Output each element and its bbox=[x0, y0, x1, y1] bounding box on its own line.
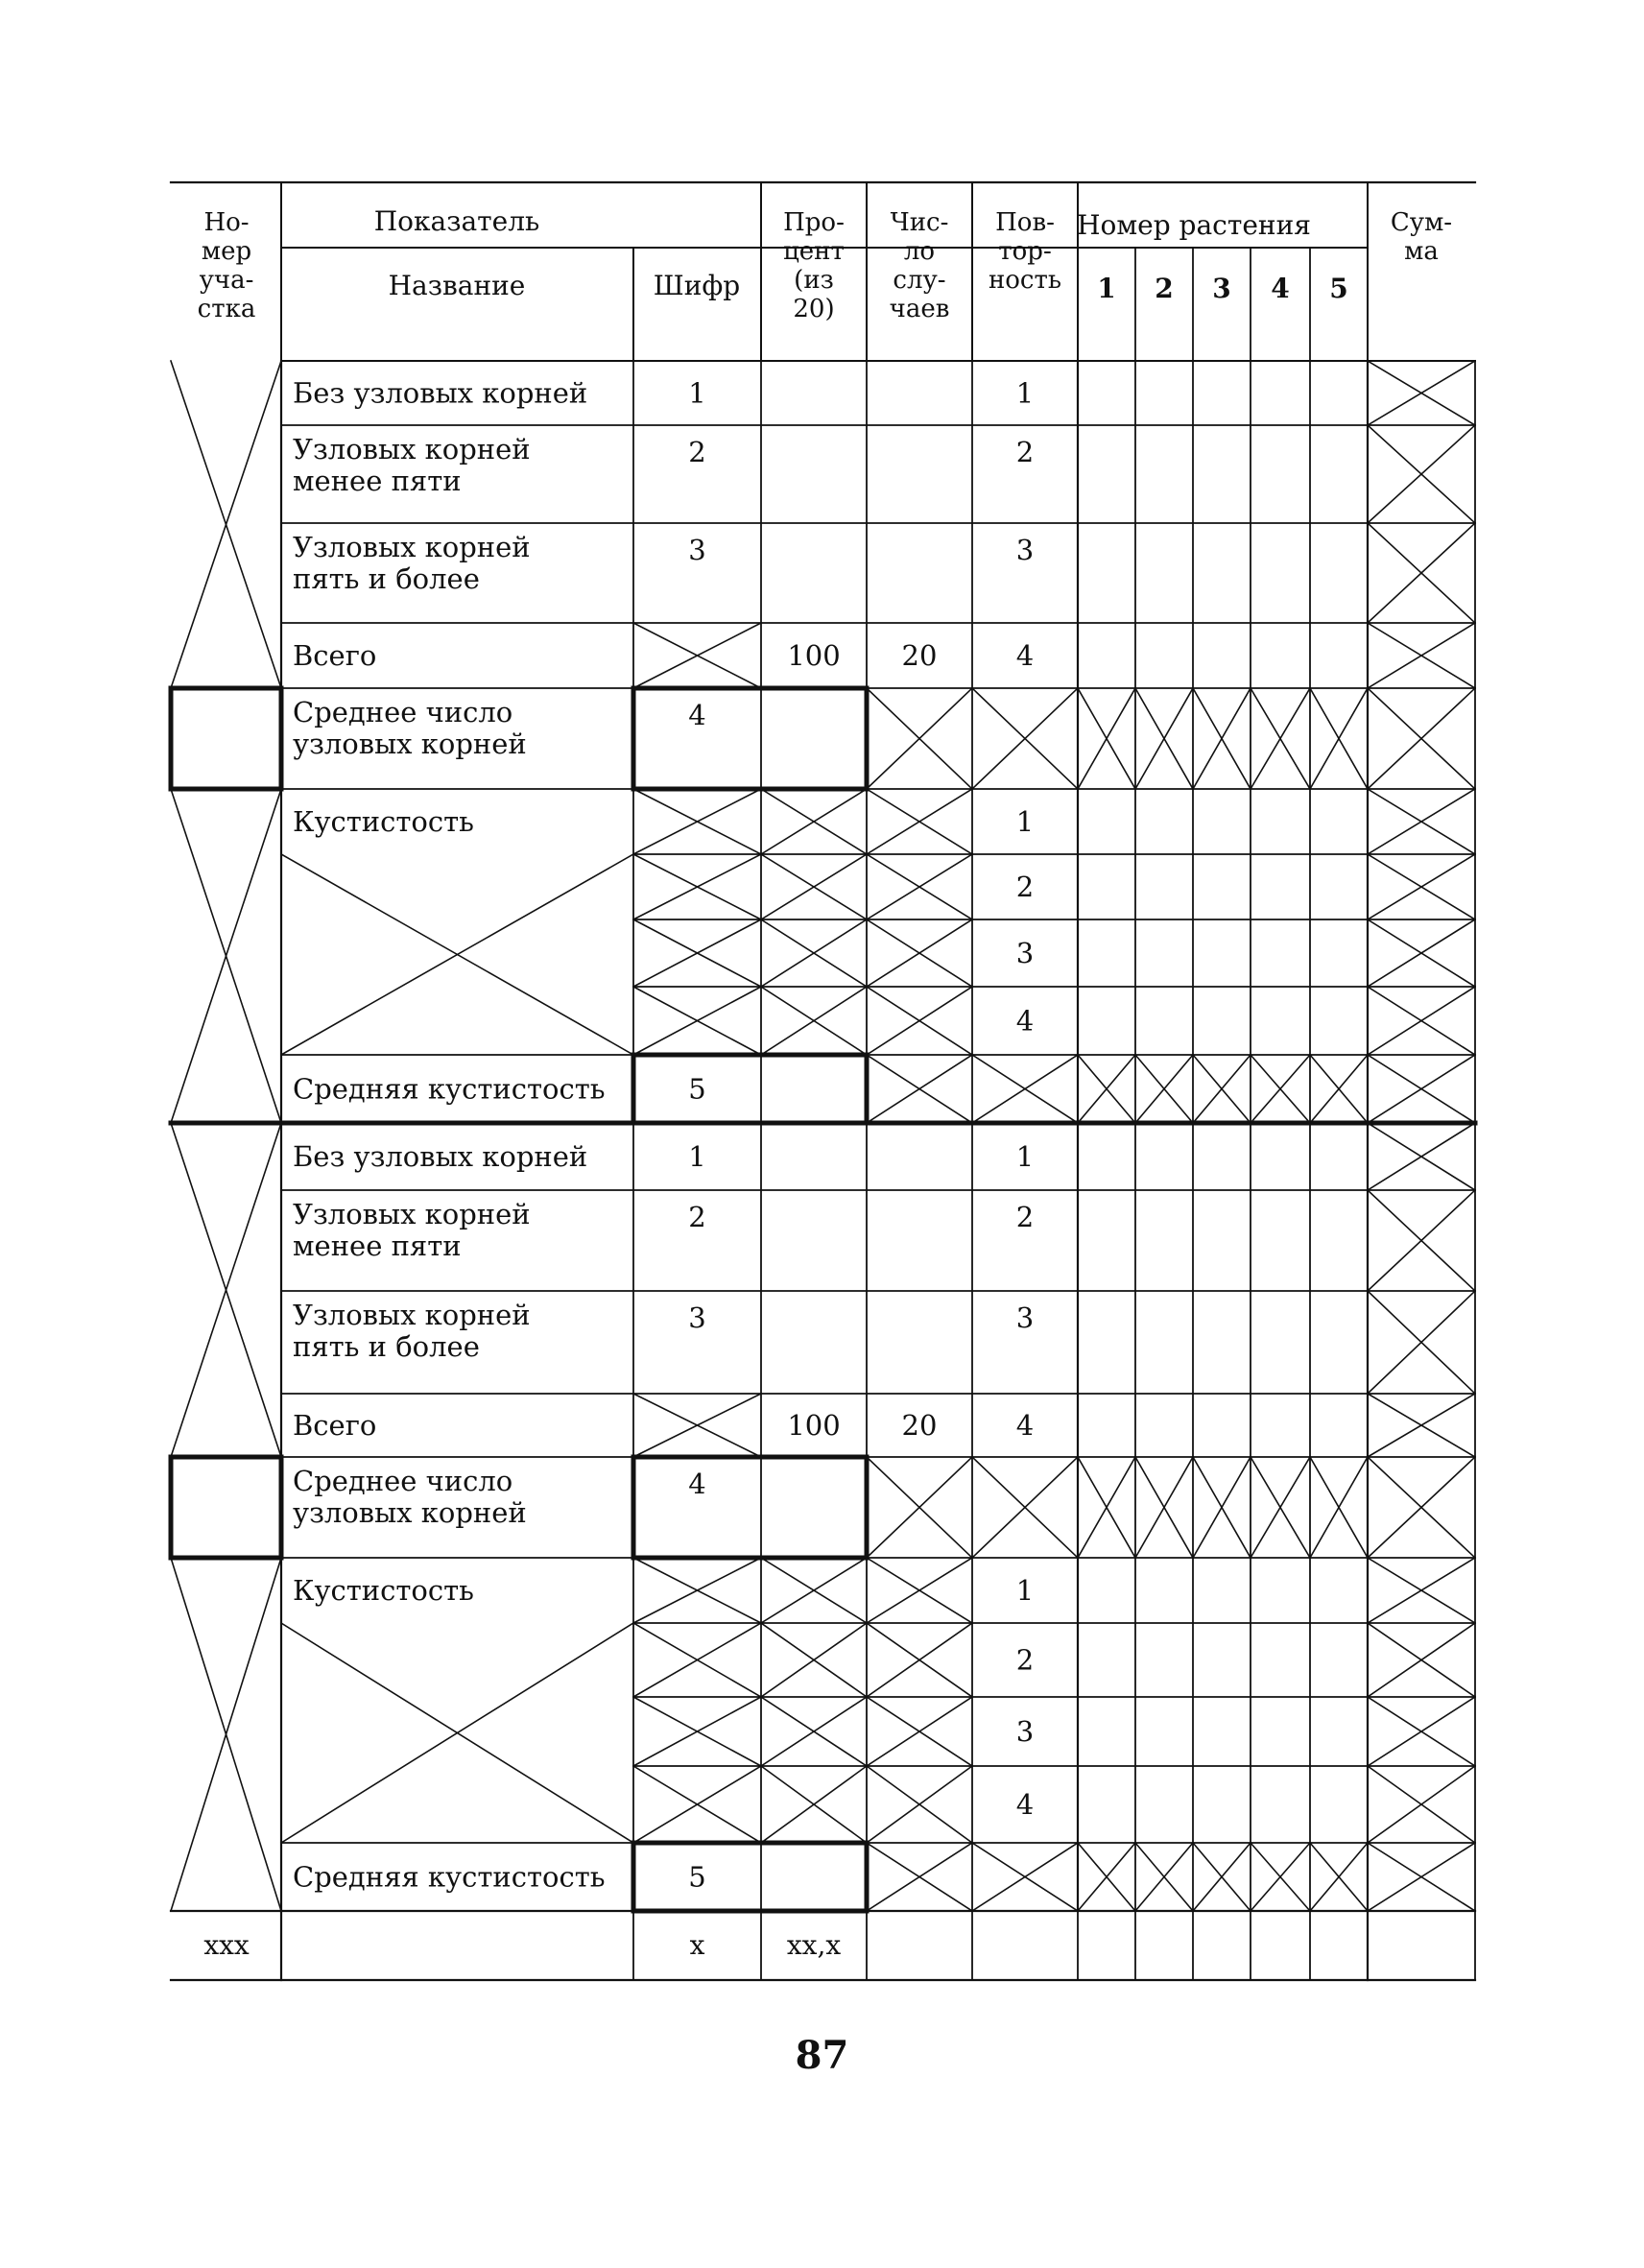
header-repeat: ность bbox=[988, 266, 1062, 295]
plot-number-cell-box bbox=[171, 1457, 281, 1558]
header-cases: Чис- bbox=[890, 208, 949, 237]
footer-code: х bbox=[689, 1929, 705, 1961]
row-code: 2 bbox=[688, 436, 706, 468]
row-name: Всего bbox=[293, 639, 377, 672]
row-repeat: 2 bbox=[1015, 436, 1035, 468]
plot-number-cell-box bbox=[171, 688, 281, 789]
footer-plot: ххх bbox=[203, 1929, 250, 1961]
row-name: пять и более bbox=[293, 1330, 480, 1363]
row-code: 2 bbox=[688, 1201, 706, 1233]
row-repeat: 1 bbox=[1015, 1574, 1035, 1607]
row-name: Узловых корней bbox=[293, 1198, 531, 1230]
row-repeat: 2 bbox=[1015, 871, 1035, 903]
row-name: узловых корней bbox=[293, 1496, 527, 1529]
header-sum: ма bbox=[1404, 237, 1439, 266]
row-repeat: 1 bbox=[1015, 805, 1035, 838]
row-name: менее пяти bbox=[293, 465, 462, 497]
row-name: менее пяти bbox=[293, 1229, 462, 1262]
row-repeat: 4 bbox=[1015, 639, 1035, 672]
header-cases: ло bbox=[903, 237, 936, 266]
row-repeat: 3 bbox=[1015, 1715, 1035, 1748]
header-percent: Про- bbox=[783, 208, 845, 237]
header-sum: Сум- bbox=[1390, 208, 1453, 237]
header-cases: слу- bbox=[893, 266, 946, 295]
row-name: Без узловых корней bbox=[293, 1140, 588, 1173]
header-plant-number-3: 3 bbox=[1212, 273, 1231, 304]
row-percent: 100 bbox=[787, 1409, 841, 1442]
header-plot-number: мер bbox=[201, 237, 252, 266]
row-repeat: 2 bbox=[1015, 1201, 1035, 1233]
row-cases: 20 bbox=[901, 639, 938, 672]
row-repeat: 2 bbox=[1015, 1643, 1035, 1677]
row-repeat: 1 bbox=[1015, 376, 1035, 410]
average-value-box bbox=[633, 1055, 867, 1123]
row-repeat: 4 bbox=[1015, 1004, 1035, 1038]
row-repeat: 4 bbox=[1015, 1788, 1035, 1821]
row-cases: 20 bbox=[901, 1409, 938, 1442]
row-code: 4 bbox=[688, 699, 706, 731]
header-plot-number: Но- bbox=[203, 208, 250, 237]
page-number: 87 bbox=[795, 2033, 849, 2078]
header-plant-number-2: 2 bbox=[1155, 273, 1174, 304]
row-code: 5 bbox=[688, 1072, 706, 1106]
row-name: Кустистость bbox=[293, 805, 474, 838]
row-name: Кустистость bbox=[293, 1574, 474, 1607]
header-percent: (из bbox=[794, 266, 834, 295]
row-name: Узловых корней bbox=[293, 531, 531, 563]
header-repeat: Пов- bbox=[995, 208, 1055, 237]
row-percent: 100 bbox=[787, 639, 841, 672]
row-repeat: 1 bbox=[1015, 1140, 1035, 1173]
row-name: пять и более bbox=[293, 562, 480, 595]
header-name: Название bbox=[388, 270, 526, 301]
header-plant-number-group: Номер растения bbox=[1077, 209, 1311, 241]
row-name: узловых корней bbox=[293, 728, 527, 760]
row-code: 5 bbox=[688, 1860, 706, 1894]
footer-percent: хх,х bbox=[786, 1929, 842, 1961]
header-code: Шифр bbox=[653, 270, 741, 301]
row-name: Узловых корней bbox=[293, 433, 531, 466]
row-code: 3 bbox=[688, 534, 706, 566]
row-code: 3 bbox=[688, 1301, 706, 1334]
row-name: Всего bbox=[293, 1409, 377, 1442]
header-plant-number-4: 4 bbox=[1271, 273, 1290, 304]
row-repeat: 4 bbox=[1015, 1409, 1035, 1442]
header-cases: чаев bbox=[889, 295, 950, 323]
row-code: 1 bbox=[688, 376, 706, 410]
row-repeat: 3 bbox=[1015, 534, 1035, 566]
row-name: Среднее число bbox=[293, 1465, 513, 1497]
header-indicator-group: Показатель bbox=[373, 205, 540, 237]
header-plot-number: уча- bbox=[199, 266, 254, 295]
header-repeat: тор- bbox=[998, 237, 1052, 266]
row-name: Среднее число bbox=[293, 696, 513, 728]
row-code: 1 bbox=[688, 1140, 706, 1173]
header-plant-number-1: 1 bbox=[1097, 273, 1116, 304]
row-name: Средняя кустистость bbox=[293, 1860, 606, 1894]
row-name: Средняя кустистость bbox=[293, 1072, 606, 1106]
header-percent: цент bbox=[783, 237, 845, 266]
average-value-box bbox=[633, 688, 867, 789]
row-name: Узловых корней bbox=[293, 1299, 531, 1331]
header-plot-number: стка bbox=[197, 295, 256, 323]
average-value-box bbox=[633, 1843, 867, 1911]
row-name: Без узловых корней bbox=[293, 376, 588, 410]
average-value-box bbox=[633, 1457, 867, 1558]
header-percent: 20) bbox=[793, 295, 835, 323]
row-repeat: 3 bbox=[1015, 1301, 1035, 1334]
row-code: 4 bbox=[688, 1468, 706, 1500]
header-plant-number-5: 5 bbox=[1329, 273, 1348, 304]
row-repeat: 3 bbox=[1015, 937, 1035, 969]
